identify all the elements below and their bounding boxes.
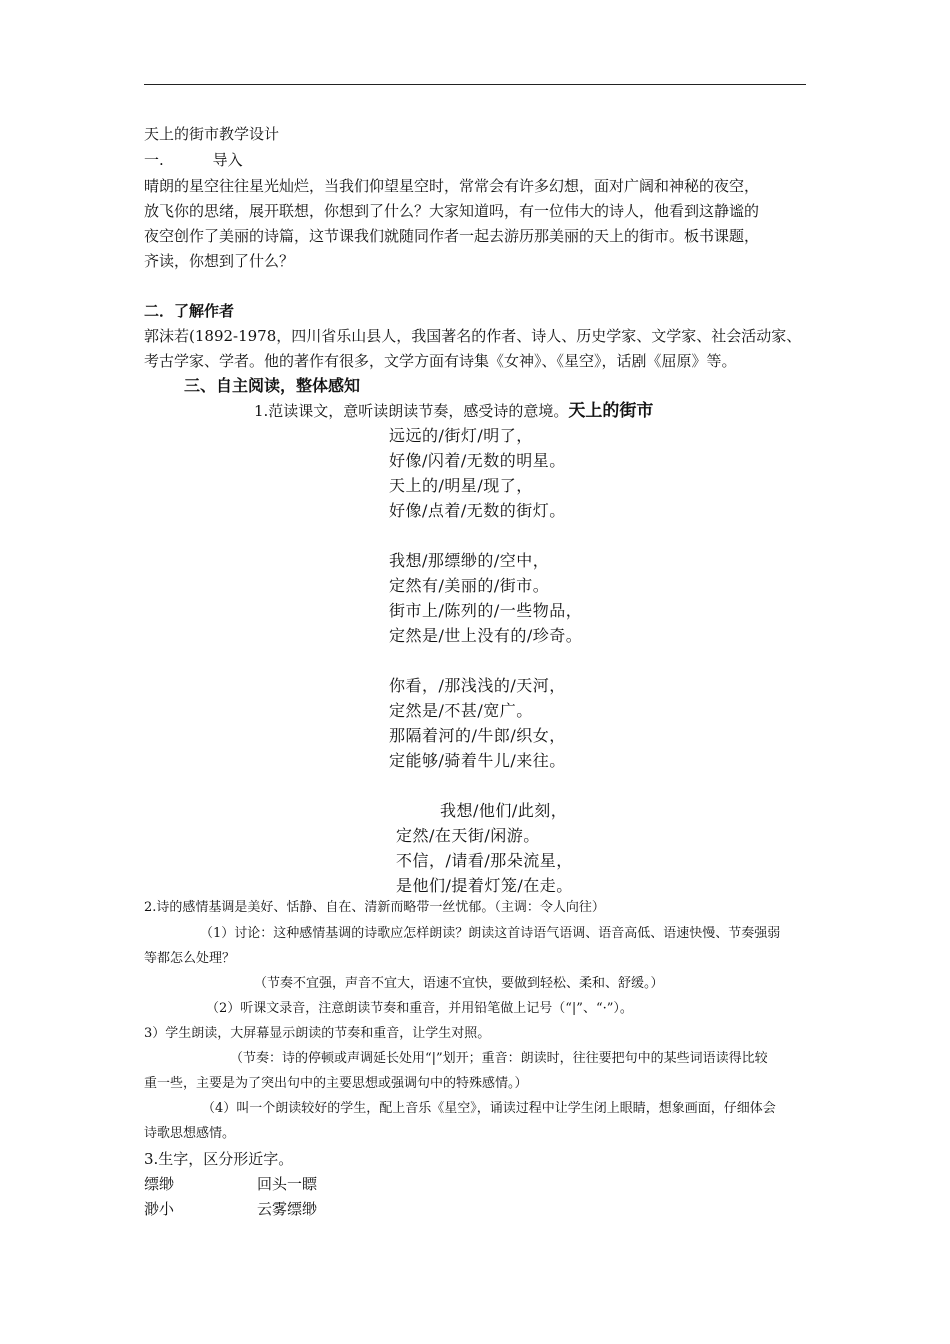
poem-line: 定然/在天街/闲游。 [396, 826, 540, 845]
intro-paragraph-line: 齐读，你想到了什么？ [144, 252, 295, 270]
intro-paragraph-line: 夜空创作了美丽的诗篇，这节课我们就随同作者一起去游历那美丽的天上的街市。板书课题， [144, 227, 760, 245]
poem-line: 定然是/不甚/宽广。 [389, 701, 533, 720]
poem-line: 好像/点着/无数的街灯。 [389, 501, 566, 520]
question-1-answer: （节奏不宜强，声音不宜大，语速不宜快，要做到轻松、柔和、舒缓。） [254, 976, 664, 991]
step-3-line: 3.生字，区分形近字。 [144, 1150, 294, 1168]
step-1-text: 1.范读课文，意听读朗读节奏，感受诗的意境。 [254, 402, 569, 420]
section-1-number: 一. [144, 151, 164, 169]
poem-line: 我想/那缥缈的/空中， [389, 551, 550, 570]
question-1-line: （1）讨论：这种感情基调的诗歌应怎样朗读？朗读这首诗语气语调、语音高低、语速快慢、节奏强弱 [200, 926, 781, 941]
poem-line: 我想/他们/此刻， [440, 801, 568, 820]
document-title: 天上的街市教学设计 [144, 125, 280, 143]
poem-line: 街市上/陈列的/一些物品， [389, 601, 583, 620]
poem-line: 好像/闪着/无数的明星。 [389, 451, 566, 470]
section-2-heading: 二．了解作者 [144, 302, 235, 320]
intro-paragraph-line: 晴朗的星空往往星光灿烂，当我们仰望星空时，常常会有许多幻想，面对广阔和神秘的夜空， [144, 177, 760, 195]
vocab-word: 渺小 [144, 1200, 175, 1218]
author-paragraph-line: 考古学家、学者。他的著作有很多，文学方面有诗集《女神》、《星空》，话剧《屈原》等。 [144, 352, 737, 370]
poem-line: 是他们/提着灯笼/在走。 [396, 876, 573, 895]
poem-line: 天上的/明星/现了， [389, 476, 533, 495]
question-3-note-line: （节奏：诗的停顿或声调延长处用“|”划开；重音：朗读时，往往要把句中的某些词语读得比较 [230, 1051, 768, 1066]
question-3-line: 3）学生朗读，大屏幕显示朗读的节奏和重音，让学生对照。 [144, 1026, 491, 1041]
section-1-title: 导入 [212, 151, 243, 169]
header-rule [144, 84, 806, 85]
question-4-line: （4）叫一个朗读较好的学生，配上音乐《星空》，诵读过程中让学生闭上眼睛，想象画面，仔细体会 [202, 1101, 776, 1116]
poem-line: 你看，/那浅浅的/天河， [389, 676, 566, 695]
poem-line: 那隔着河的/牛郎/织女， [389, 726, 566, 745]
poem-title: 天上的街市 [568, 401, 654, 421]
poem-line: 不信，/请看/那朵流星， [396, 851, 573, 870]
vocab-phrase: 回头一瞟 [257, 1175, 318, 1193]
question-3-note-line: 重一些，主要是为了突出句中的主要思想或强调句中的特殊感情。） [144, 1076, 528, 1091]
poem-line: 定然有/美丽的/街市。 [389, 576, 550, 595]
poem-line: 远远的/街灯/明了， [389, 426, 533, 445]
vocab-phrase: 云雾缥缈 [257, 1200, 318, 1218]
step-1-line [254, 401, 653, 421]
poem-line: 定能够/骑着牛儿/来往。 [389, 751, 566, 770]
poem-line: 定然是/世上没有的/珍奇。 [389, 626, 583, 645]
section-1-heading [144, 150, 243, 170]
question-2-line: （2）听课文录音，注意朗读节奏和重音，并用铅笔做上记号（“|”、“·”）。 [206, 1001, 633, 1016]
intro-paragraph-line: 放飞你的思绪，展开联想，你想到了什么？大家知道吗，有一位伟大的诗人，他看到这静谧的 [144, 202, 760, 220]
author-paragraph-line: 郭沫若(1892-1978，四川省乐山县人，我国著名的作者、诗人、历史学家、文学家、社会活动家、 [144, 327, 802, 345]
section-3-heading: 三、自主阅读，整体感知 [184, 376, 361, 395]
vocab-word: 缥缈 [144, 1175, 175, 1193]
question-4-line: 诗歌思想感情。 [144, 1126, 236, 1141]
step-2-line: 2.诗的感情基调是美好、恬静、自在、清新而略带一丝忧郁。（主调：令人向往） [144, 900, 605, 915]
question-1-line: 等都怎么处理？ [144, 951, 236, 966]
